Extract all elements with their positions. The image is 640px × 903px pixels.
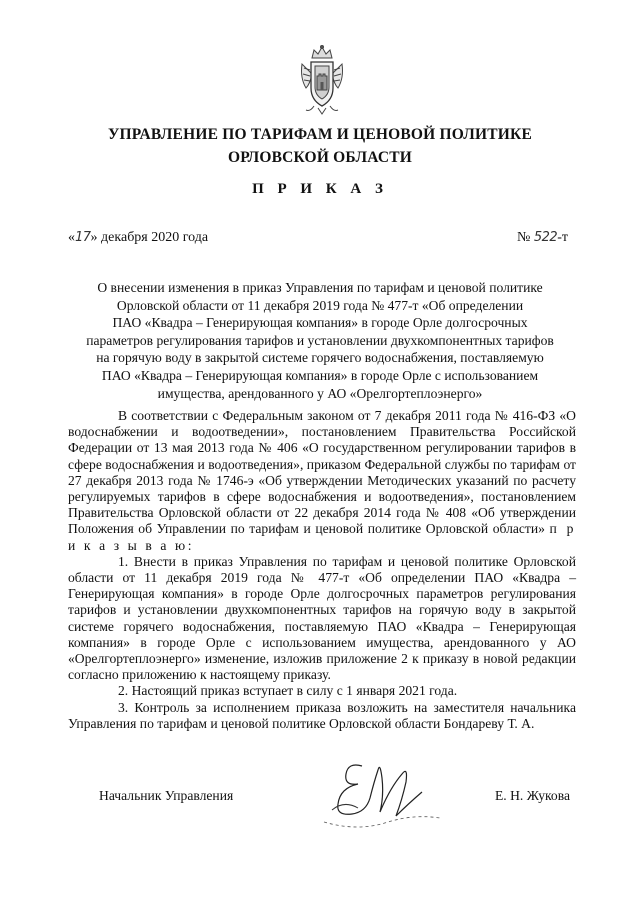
order-number <box>517 230 568 246</box>
signatory-name: Е. Н. Жукова <box>494 788 570 803</box>
subject-line: О внесении изменения в приказ Управления по тарифам и ценовой политике <box>97 280 543 295</box>
number-handwritten: 522 <box>533 230 558 245</box>
handwritten-signature <box>318 752 444 832</box>
signatory-position: Начальник Управления <box>99 788 234 803</box>
preamble-text: В соответствии с Федеральным законом от 7 декабря 2011 года № 416-ФЗ «О водоснабжении и водоотведении», постановлением Правительства Российской Федерации от 13 мая 2013 года № 406 «О государственном регулировании тарифов в сфере водоснабжения и водоотведения», приказом Федеральной службы по тарифам от 27 декабря 2013 года № 1746-э «Об утверждении Методических указаний по расчету регулируемых тарифов в сфере водоснабжения и водоотведения», постановлением Правительства Орловской области от 22 декабря 2014 года № 408 «Об утверждении Положения об Управлении по тарифам и ценовой политике Орловской области» <box>68 408 576 537</box>
order-date <box>68 230 208 246</box>
date-open-quote: « <box>68 230 75 245</box>
organization-name-line2: ОРЛОВСКОЙ ОБЛАСТИ <box>227 149 413 166</box>
date-rest: декабря 2020 года <box>97 230 209 245</box>
subject-line: параметров регулирования тарифов и установлении двухкомпонентных тарифов <box>86 332 554 348</box>
subject-line: на горячую воду в закрытой системе горячего водоснабжения, поставляемую <box>96 350 544 366</box>
coat-of-arms-emblem <box>298 44 346 116</box>
order-subject <box>78 279 562 402</box>
organization-name-line1: УПРАВЛЕНИЕ ПО ТАРИФАМ И ЦЕНОВОЙ ПОЛИТИКЕ <box>107 126 533 143</box>
order-body <box>68 408 576 732</box>
subject-line: ПАО «Квадра – Генерирующая компания» в городе Орле с использованием <box>101 367 539 383</box>
preamble-paragraph <box>68 408 576 554</box>
number-prefix: № <box>517 230 534 245</box>
order-item-2: 2. Настоящий приказ вступает в силу с 1 января 2021 года. <box>118 683 458 699</box>
date-day-handwritten: 17 <box>75 230 91 245</box>
order-item-1: 1. Внести в приказ Управления по тарифам и ценовой политике Орловской области от 11 декабря 2019 года № 477-т «Об определении ПАО «Квадра – Генерирующая компания» в городе Орле долгосрочных параметров регулирования тарифов и установлении двухкомпонентных тарифов на горячую воду в закрытой системе горячего водоснабжения, поставляемую ПАО «Квадра – Генерирующая компания» в городе Орле с использованием имущества, арендованного у АО «Орелгортеплоэнерго» изменение, изложив приложение 2 к приказу в новой редакции согласно приложению к настоящему приказу. <box>68 553 576 683</box>
subject-line: ПАО «Квадра – Генерирующая компания» в городе Орле долгосрочных <box>112 315 528 331</box>
subject-line: имущества, арендованного у АО «Орелгортеплоэнерго» <box>157 385 483 401</box>
order-item-3: 3. Контроль за исполнением приказа возложить на заместителя начальника Управления по тарифам и ценовой политике Орловской области Бондареву Т. А. <box>68 699 576 731</box>
subject-line: Орловской области от 11 декабря 2019 года № 477-т «Об определении <box>116 297 524 313</box>
number-suffix: -т <box>557 230 568 245</box>
order-word: п р и к а з ы в а ю: <box>68 521 577 553</box>
date-close-quote: » <box>90 230 98 245</box>
document-type-title: П Р И К А З <box>252 181 388 197</box>
